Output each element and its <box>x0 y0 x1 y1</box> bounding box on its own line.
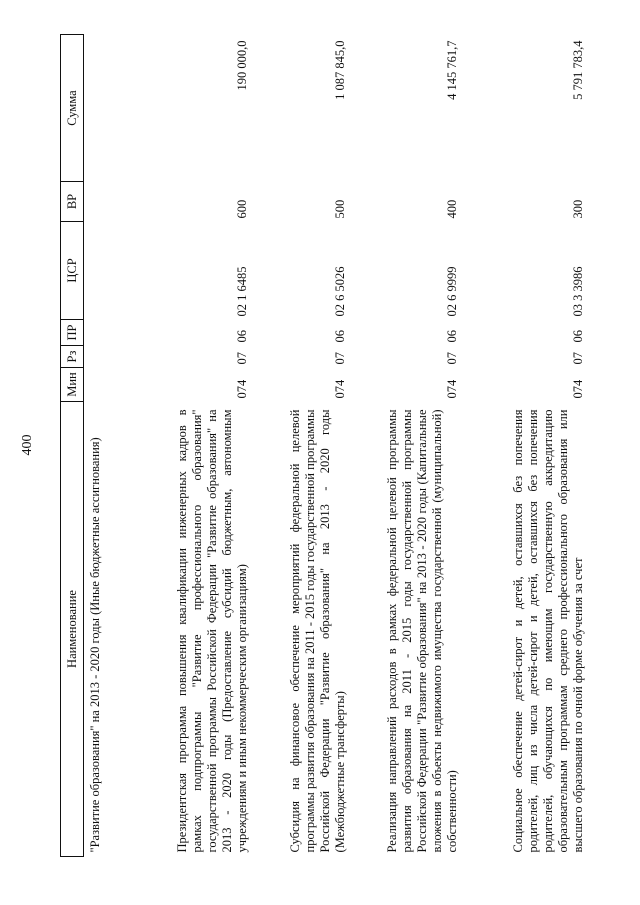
row-name: Социальное обеспечение детей-сирот и детей, оставшихся без попечения родителей, лиц из числа детей-сирот и детей, оставшихся без попечения родителей, обучающихся по имеющим государственную аккредитацию образовательным программам среднего профессионального образования или высшего образования по очной форме обучения за счет <box>510 409 585 853</box>
row-vr <box>84 182 128 222</box>
header-vr: ВР <box>61 182 84 222</box>
row-vr: 500 <box>332 199 347 219</box>
header-min: Мин <box>61 368 84 402</box>
row-vr: 400 <box>444 199 459 219</box>
row-csr: 02 6 9999 <box>444 266 459 317</box>
row-sum: 4 145 761,7 <box>444 40 459 100</box>
row-sum <box>84 35 128 182</box>
row-sum: 190 000,0 <box>234 40 249 91</box>
header-sum: Сумма <box>61 35 84 182</box>
header-pr: ПР <box>61 320 84 346</box>
table-body <box>84 35 592 857</box>
table-row <box>354 35 466 857</box>
page-number: 400 <box>20 434 35 456</box>
row-rz: 07 <box>332 352 347 365</box>
budget-table <box>60 34 592 857</box>
row-pr: 06 <box>444 330 459 343</box>
row-rz <box>84 346 128 368</box>
row-sum: 1 087 845,0 <box>332 40 347 100</box>
row-name: Субсидия на финансовое обеспечение мероприятий федеральной целевой программы развития образования на 2011 - 2015 годы государственной программы Российской Федерации "Развитие образования" на 2013 - 2020 годы (Межбюджетные трансферты) <box>287 409 347 853</box>
row-min <box>84 368 128 402</box>
row-rz: 07 <box>444 352 459 365</box>
header-row <box>61 35 84 857</box>
row-name: "Развитие образования" на 2013 - 2020 годы (Иные бюджетные ассигнования) <box>88 437 102 853</box>
table-row <box>256 35 354 857</box>
row-rz: 07 <box>570 352 585 365</box>
table-header <box>61 35 84 857</box>
row-csr <box>84 222 128 320</box>
header-name: Наименование <box>61 402 84 857</box>
row-name: Реализация направлений расходов в рамках федеральной целевой программы развития образования на 2011 - 2015 годы государственной программы Российской Федерации "Развитие образования" на 2013 - 2020 годы (Капитальные вложения в объекты недвижимого имущества государственной (муниципальной) собственности) <box>384 409 459 853</box>
row-min: 074 <box>234 379 249 399</box>
table-row <box>84 35 128 857</box>
table-row <box>466 35 592 857</box>
row-min: 074 <box>332 379 347 399</box>
row-sum: 5 791 783,4 <box>570 40 585 100</box>
row-rz: 07 <box>234 352 249 365</box>
row-min: 074 <box>570 379 585 399</box>
row-csr: 02 1 6485 <box>234 266 249 317</box>
row-csr: 03 3 3986 <box>570 266 585 317</box>
table-row <box>128 35 256 857</box>
row-pr <box>84 320 128 346</box>
row-name: Президентская программа повышения квалификации инженерных кадров в рамках подпрограммы "Развитие профессионального образования" государственной программы Российской Федерации "Развитие образования" на 2013 - 2020 годы (Предоставление субсидий бюджетным, автономным учреждениям и иным некоммерческим организациям) <box>174 409 249 853</box>
row-pr: 06 <box>332 330 347 343</box>
header-rz: Рз <box>61 346 84 368</box>
row-pr: 06 <box>234 330 249 343</box>
row-csr: 02 6 5026 <box>332 266 347 317</box>
row-vr: 600 <box>234 199 249 219</box>
row-min: 074 <box>444 379 459 399</box>
header-csr: ЦСР <box>61 222 84 320</box>
row-pr: 06 <box>570 330 585 343</box>
row-vr: 300 <box>570 199 585 219</box>
